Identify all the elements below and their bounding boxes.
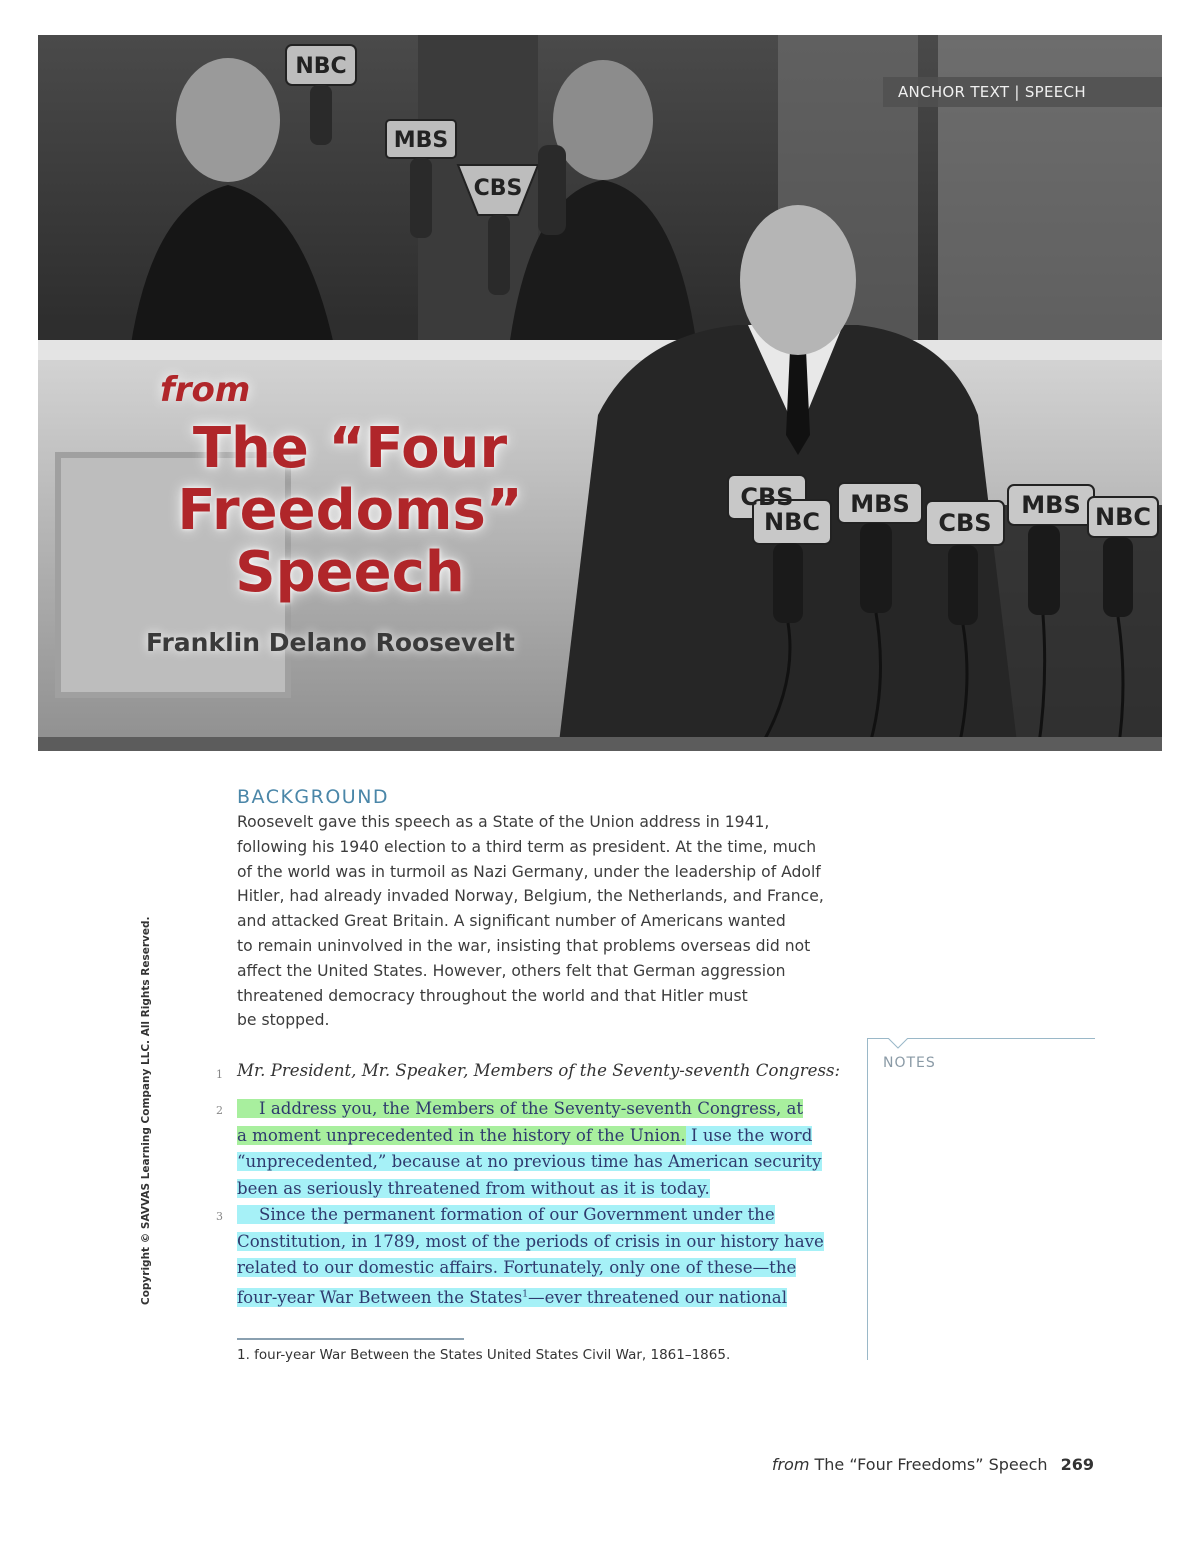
notes-label: NOTES (883, 1055, 936, 1071)
title-line: Speech (235, 540, 465, 605)
hero-bottom-bar (38, 737, 1162, 751)
paragraph-3[interactable] (237, 1202, 857, 1308)
copyright-notice: Copyright © SAVVAS Learning Company LLC. All Rights Reserved. (140, 916, 152, 1305)
mic-label: MBS (1021, 491, 1081, 519)
highlight-cyan[interactable]: —ever threatened our national (527, 1288, 788, 1308)
highlight-cyan[interactable]: four-year War Between the States (237, 1288, 523, 1308)
background-line: and attacked Great Britain. A significant number of Americans wanted (237, 912, 786, 931)
notes-left-rule (867, 1038, 868, 1360)
page-number: 269 (1060, 1455, 1094, 1474)
highlight-green[interactable]: I address you, the Members of the Seventy-seventh Congress, at (237, 1099, 803, 1118)
mic-label: MBS (393, 128, 449, 153)
highlight-cyan[interactable]: been as seriously threatened from without as it is today. (237, 1178, 710, 1198)
mic-label: MBS (850, 490, 910, 518)
page-title (140, 418, 560, 604)
salutation: Mr. President, Mr. Speaker, Members of the Seventy-seventh Congress: (237, 1061, 841, 1080)
paragraph-number: 1 (216, 1068, 223, 1081)
footer-from: from (771, 1455, 810, 1474)
page-footer (772, 1455, 1094, 1474)
highlight-cyan[interactable]: Since the permanent formation of our Government under the (237, 1205, 775, 1224)
background-line: threatened democracy throughout the world and that Hitler must (237, 986, 748, 1005)
notes-tab-icon (888, 1038, 908, 1050)
paragraph-number: 3 (216, 1210, 223, 1223)
footnote-rule (237, 1338, 464, 1340)
highlight-cyan[interactable]: related to our domestic affairs. Fortunately, only one of these—the (237, 1258, 797, 1277)
paragraph-2[interactable] (237, 1096, 857, 1202)
speaker-head (740, 205, 856, 355)
author-name: Franklin Delano Roosevelt (146, 628, 515, 657)
title-line: Freedoms” (177, 478, 523, 543)
footer-title: The “Four Freedoms” Speech (814, 1455, 1048, 1474)
title-line: The “Four (192, 416, 508, 481)
highlight-cyan[interactable]: “unprecedented,” because at no previous time has American security (237, 1152, 822, 1171)
background-text (237, 810, 857, 1033)
highlight-cyan[interactable]: Constitution, in 1789, most of the periods of crisis in our history have (237, 1231, 824, 1251)
highlight-green[interactable]: a moment unprecedented in the history of the Union. (237, 1125, 686, 1145)
background-line: of the world was in turmoil as Nazi Germany, under the leadership of Adolf (237, 862, 821, 881)
footnote-marker[interactable]: 1 (522, 1289, 528, 1300)
title-from: from (160, 370, 251, 410)
background-line: following his 1940 election to a third term as president. At the time, much (237, 837, 817, 856)
man-left-head (176, 58, 280, 182)
background-line: Hitler, had already invaded Norway, Belgium, the Netherlands, and France, (237, 887, 824, 906)
mic-label: NBC (295, 54, 347, 79)
anchor-text-tag: ANCHOR TEXT | SPEECH (883, 77, 1162, 107)
paragraph-number: 2 (216, 1104, 223, 1117)
background-line: Roosevelt gave this speech as a State of the Union address in 1941, (237, 813, 770, 831)
highlight-cyan[interactable]: I use the word (691, 1125, 813, 1145)
mic-label: NBC (764, 508, 820, 536)
mic-label: CBS (938, 509, 992, 537)
footnote: 1. four-year War Between the States United States Civil War, 1861–1865. (237, 1347, 731, 1363)
mic-label: CBS (473, 176, 523, 201)
mic-label: NBC (1095, 503, 1151, 531)
background-heading: BACKGROUND (237, 786, 390, 808)
background-line: affect the United States. However, others felt that German aggression (237, 961, 786, 980)
background-line: be stopped. (237, 1011, 330, 1030)
mic-label: CBS (740, 483, 794, 511)
background-line: to remain uninvolved in the war, insisting that problems overseas did not (237, 936, 811, 955)
